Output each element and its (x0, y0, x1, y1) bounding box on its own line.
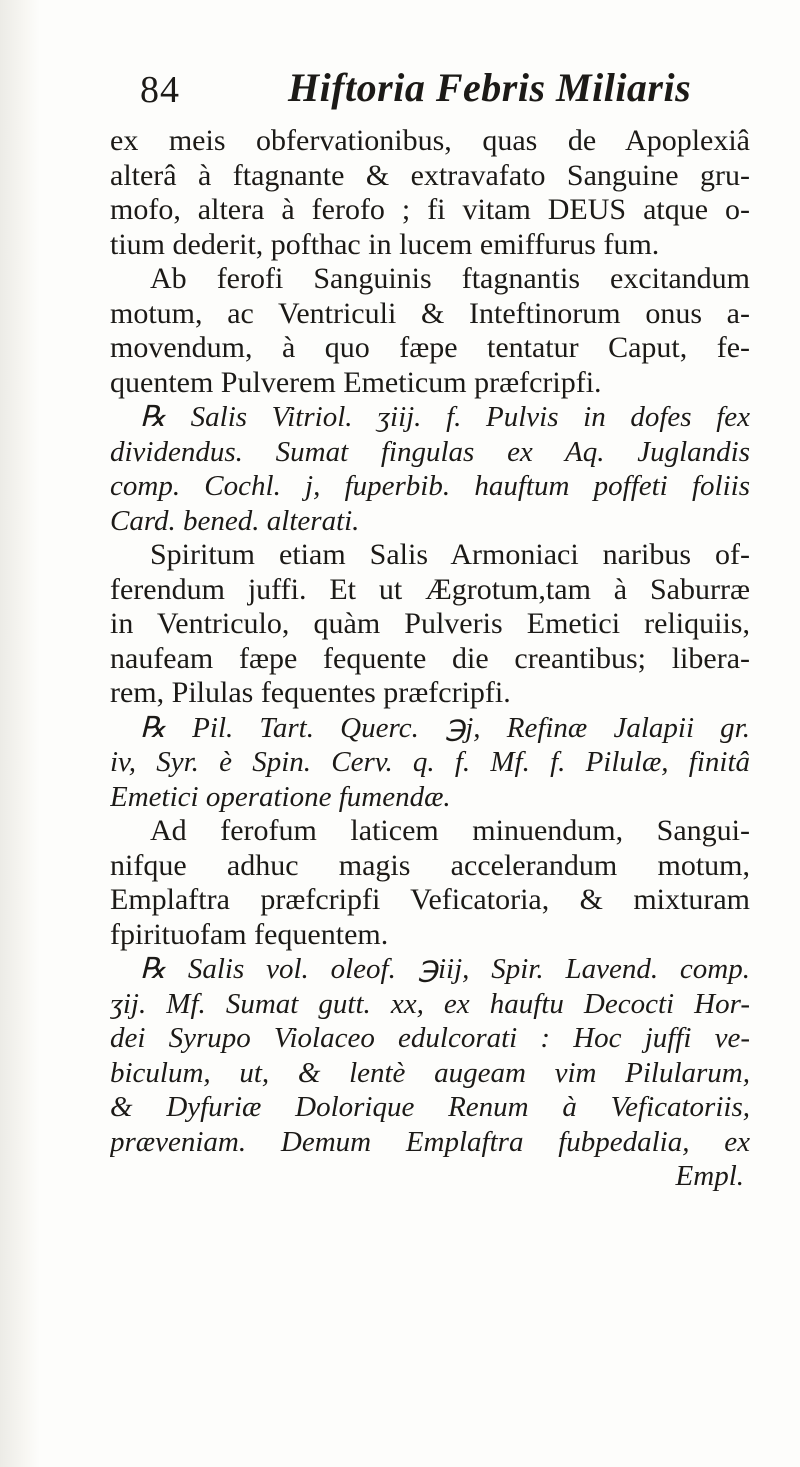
text-line: Emplaftra præfcripfi Veficatoria, & mixturam (110, 883, 750, 916)
paragraph-start-line: Spiritum etiam Salis Armoniaci naribus of- (150, 538, 750, 571)
prescription-line: præveniam. Demum Emplaftra fubpedalia, ex (110, 1125, 750, 1158)
body-text (110, 124, 750, 1194)
page-gutter-shadow (0, 0, 40, 1467)
prescription-line: biculum, ut, & lentè augeam vim Pilularum, (110, 1056, 750, 1089)
catchword: Empl. (675, 1160, 744, 1192)
prescription-line: ℞ Salis Vitriol. ʒiij. f. Pulvis in dofes fex (140, 401, 750, 433)
text-line: naufeam fæpe fequente die creantibus; libera- (110, 641, 750, 675)
text-line: fpirituofam fequentem. (110, 917, 389, 951)
prescription-line: iv, Syr. è Spin. Cerv. q. f. Mf. f. Pilulæ, finitâ (110, 746, 750, 778)
prescription-line: ℞ Salis vol. oleof. ℈iij, Spir. Lavend. comp. (140, 953, 750, 985)
text-line: quentem Pulverem Emeticum præfcripfi. (110, 365, 602, 399)
prescription-line: & Dyfuriæ Dolorique Renum à Veficatoriis, (110, 1091, 750, 1123)
text-line: ex meis obfervationibus, quas de Apoplexiâ (110, 124, 750, 157)
prescription-line: Emetici operatione fumendæ. (110, 780, 451, 813)
text-line: movendum, à quo fæpe tentatur Caput, fe- (110, 331, 750, 364)
prescription-line: comp. Cochl. j, fuperbib. hauftum poffeti foliis (110, 470, 750, 502)
text-line: rem, Pilulas fequentes præfcripfi. (110, 676, 511, 709)
prescription-line: dei Syrupo Violaceo edulcorati : Hoc juffi ve- (110, 1022, 750, 1054)
prescription-line: ℞ Pil. Tart. Querc. ℈j, Refinæ Jalapii gr. (140, 711, 750, 744)
prescription-line: Card. bened. alterati. (110, 504, 360, 537)
text-line: in Ventriculo, quàm Pulveris Emetici reliquiis, (110, 607, 750, 640)
text-line: motum, ac Ventriculi & Inteftinorum onus a- (110, 296, 750, 330)
text-line: alterâ à ftagnante & extravafato Sanguine gru- (110, 158, 750, 192)
text-line: ferendum juffi. Et ut Ægrotum,tam à Saburræ (110, 572, 750, 606)
paragraph-start-line: Ad ferofum laticem minuendum, Sangui- (150, 814, 750, 847)
page-number: 84 (140, 69, 180, 111)
page-header (140, 64, 700, 118)
text-line: mofo, altera à ferofo ; fi vitam DEUS atque o- (110, 193, 750, 226)
text-line: tium dederit, pofthac in lucem emiffurus fum. (110, 227, 660, 261)
paragraph-start-line: Ab ferofi Sanguinis ftagnantis excitandum (150, 262, 750, 295)
text-line: nifque adhuc magis accelerandum motum, (110, 848, 750, 882)
running-title: Hiftoria Febris Miliaris (288, 65, 692, 110)
prescription-line: ʒij. Mf. Sumat gutt. xx, ex hauftu Decocti Hor- (110, 987, 750, 1020)
prescription-line: dividendus. Sumat fingulas ex Aq. Juglandis (110, 435, 750, 468)
